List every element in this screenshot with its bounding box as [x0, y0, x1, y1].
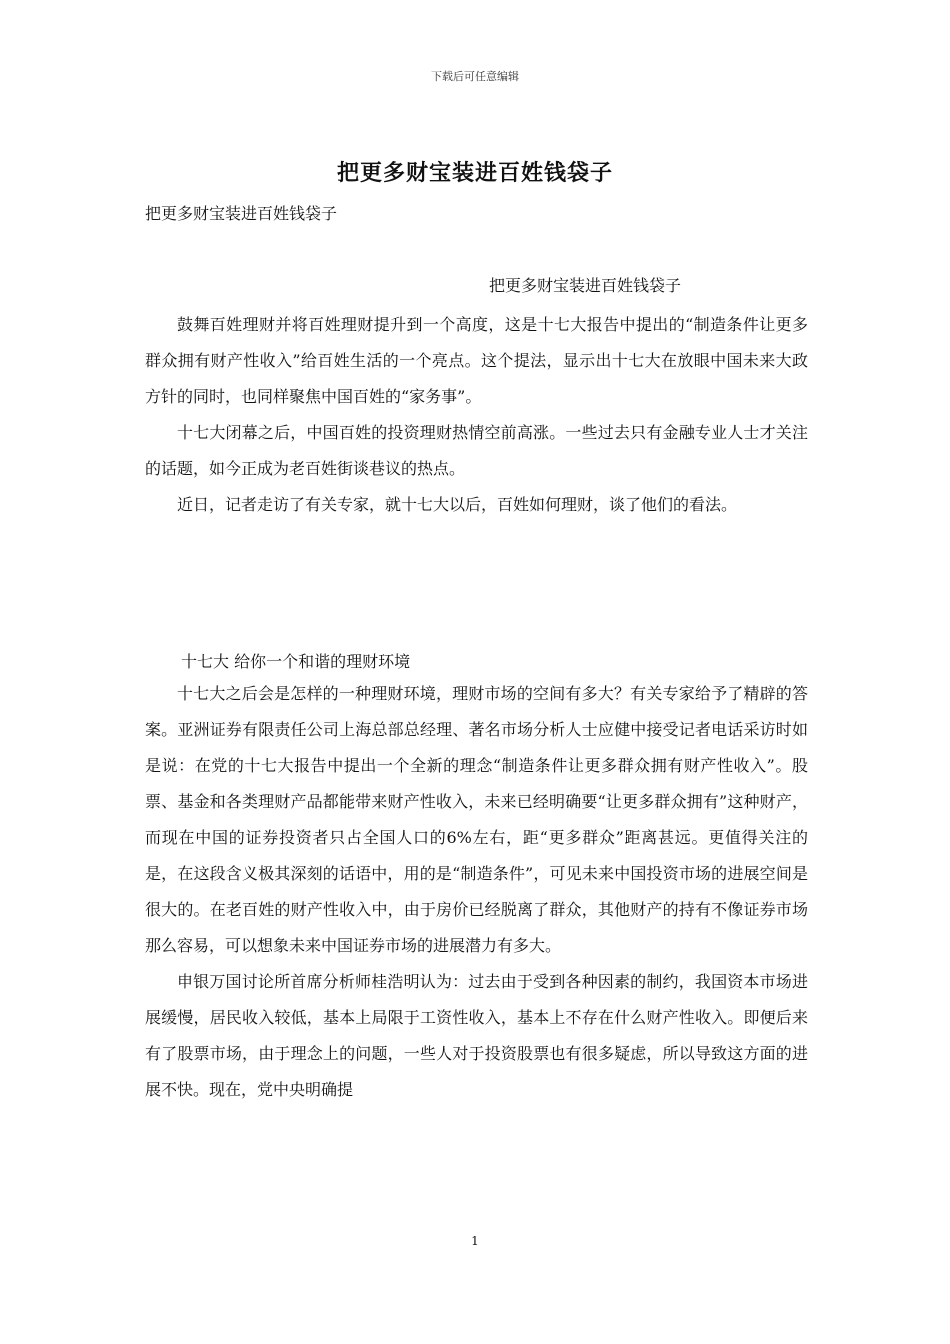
main-section [145, 676, 808, 1108]
document-title: 把更多财宝装进百姓钱袋子 [336, 160, 613, 186]
paragraph: 近日，记者走访了有关专家，就十七大以后，百姓如何理财，谈了他们的看法。 [177, 495, 738, 514]
subtitle-left: 把更多财宝装进百姓钱袋子 [145, 204, 338, 223]
section-heading: 十七大 给你一个和谐的理财环境 [181, 652, 411, 671]
header-note: 下载后可任意编辑 [431, 70, 519, 83]
paragraph: 十七大闭幕之后，中国百姓的投资理财热情空前高涨。一些过去只有金融专业人士才关注的话题，如今正成为老百姓街谈巷议的热点。 [145, 423, 808, 478]
page-number: 1 [471, 1234, 479, 1248]
paragraph: 申银万国讨论所首席分析师桂浩明认为：过去由于受到各种因素的制约，我国资本市场进展缓慢，居民收入较低，基本上局限于工资性收入，基本上不存在什么财产性收入。即便后来有了股票市场，由于理念上的问题，一些人对于投资股票也有很多疑虑，所以导致这方面的进展不快。现在，党中央明确提 [145, 972, 808, 1099]
subtitle-right: 把更多财宝装进百姓钱袋子 [489, 276, 682, 295]
paragraph: 十七大之后会是怎样的一种理财环境，理财市场的空间有多大？有关专家给予了精辟的答案。亚洲证券有限责任公司上海总部总经理、著名市场分析人士应健中接受记者电话采访时如是说：在党的十七大报告中提出一个全新的理念“制造条件让更多群众拥有财产性收入”。股票、基金和各类理财产品都能带来财产性收入，未来已经明确要“让更多群众拥有”这种财产，而现在中国的证券投资者只占全国人口的6%左右，距“更多群众”距离甚远。更值得关注的是，在这段含义极其深刻的话语中，用的是“制造条件”，可见未来中国投资市场的进展空间是很大的。在老百姓的财产性收入中，由于房价已经脱离了群众，其他财产的持有不像证券市场那么容易，可以想象未来中国证券市场的进展潜力有多大。 [145, 684, 808, 955]
paragraph: 鼓舞百姓理财并将百姓理财提升到一个高度，这是十七大报告中提出的“制造条件让更多群众拥有财产性收入”给百姓生活的一个亮点。这个提法，显示出十七大在放眼中国未来大政方针的同时，也同样聚焦中国百姓的“家务事”。 [145, 315, 808, 406]
intro-section [145, 307, 808, 523]
